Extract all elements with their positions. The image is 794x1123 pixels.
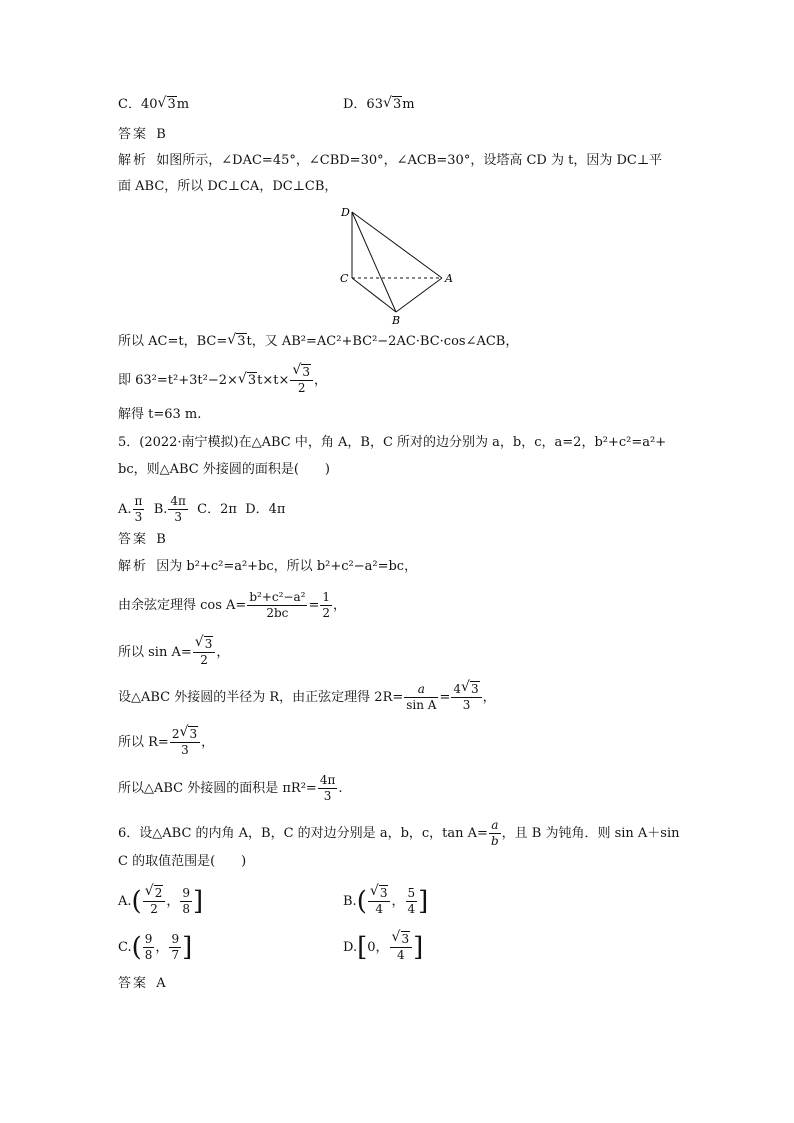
q5-stem-line1: 5．(2022·南宁模拟)在△ABC 中，角 A，B，C 所对的边分别为 a，b，c，a=2，b²+c²=a²+ xyxy=(118,435,667,450)
q6-option-a: A.( √ $\frac{2}{2}$ ， $\frac{9}{8}$ ] xyxy=(118,886,203,917)
vertex-label-c: C xyxy=(340,272,349,285)
vertex-label-b: B xyxy=(392,314,401,327)
q4-answer: 答案 B xyxy=(118,127,166,142)
tetrahedron-figure xyxy=(330,200,470,330)
q6-option-d: D.[0， √ $\frac{3}{4}$ ] xyxy=(343,932,423,963)
q5-analysis-line6: 所以△ABC 外接圆的面积是 πR²= $\frac{4\pi}{3}$ . xyxy=(118,773,343,803)
q5-analysis-line5: 所以 R= $\frac{2√ 3}{3}$ ， xyxy=(118,727,214,758)
q5-analysis-line4: 设△ABC 外接圆的半径为 R，由正弦定理得 2R= $\frac{a}{\text{sin A}}$ = $\frac{4√ 3}{3}$ ， xyxy=(118,682,496,713)
q4-option-d: D．63√ 3m xyxy=(343,96,415,114)
vertex-label-a: A xyxy=(445,272,453,285)
q4-analysis-line2: 面 ABC，所以 DC⊥CA，DC⊥CB， xyxy=(118,179,338,194)
q6-answer: 答案 A xyxy=(118,976,166,991)
q5-analysis-line1: 解析 因为 b²+c²=a²+bc，所以 b²+c²−a²=bc， xyxy=(118,559,418,574)
q6-option-c: C.( $\frac{9}{8}$ ， $\frac{9}{7}$ ] xyxy=(118,932,193,963)
q5-answer: 答案 B xyxy=(118,532,166,547)
q6-option-b: B.( √ $\frac{3}{4}$ ， $\frac{5}{4}$ ] xyxy=(343,886,428,917)
q5-analysis-line2: 由余弦定理得 cos A= $\frac{\text{b²+c²−a²}}{2bc}$ = $\frac{1}{2}$ ， xyxy=(118,590,346,620)
q5-analysis-line3: 所以 sin A= √ $\frac{3}{2}$ ， xyxy=(118,637,229,668)
q6-stem-line2: C 的取值范围是( ) xyxy=(118,854,247,869)
q4-analysis-line4: 即 63²=t²+3t²−2×√ 3t×t× √ $\frac{3}{2}$ ， xyxy=(118,365,327,396)
vertex-label-d: D xyxy=(341,206,350,219)
q5-options: A. $\frac{\pi}{3}$ B. $\frac{4\pi}{3}$ C．2π D．4π xyxy=(118,494,286,524)
q4-analysis-line5: 解得 t=63 m. xyxy=(118,407,202,422)
q4-option-c: C．40√ 3m xyxy=(118,96,189,114)
q4-analysis-line1: 解析 如图所示，∠DAC=45°，∠CBD=30°，∠ACB=30°，设塔高 CD 为 t，因为 DC⊥平 xyxy=(118,153,663,168)
q4-analysis-line3: 所以 AC=t，BC=√ 3t，又 AB²=AC²+BC²−2AC·BC·cos∠ACB， xyxy=(118,333,518,351)
q5-stem-line2: bc，则△ABC 外接圆的面积是( ) xyxy=(118,462,331,477)
q6-stem-line1: 6．设△ABC 的内角 A，B，C 的对边分别是 a，b，c，tan A= $\frac{a}{b}$ ，且 B 为钝角．则 sin A＋sin xyxy=(118,818,680,848)
